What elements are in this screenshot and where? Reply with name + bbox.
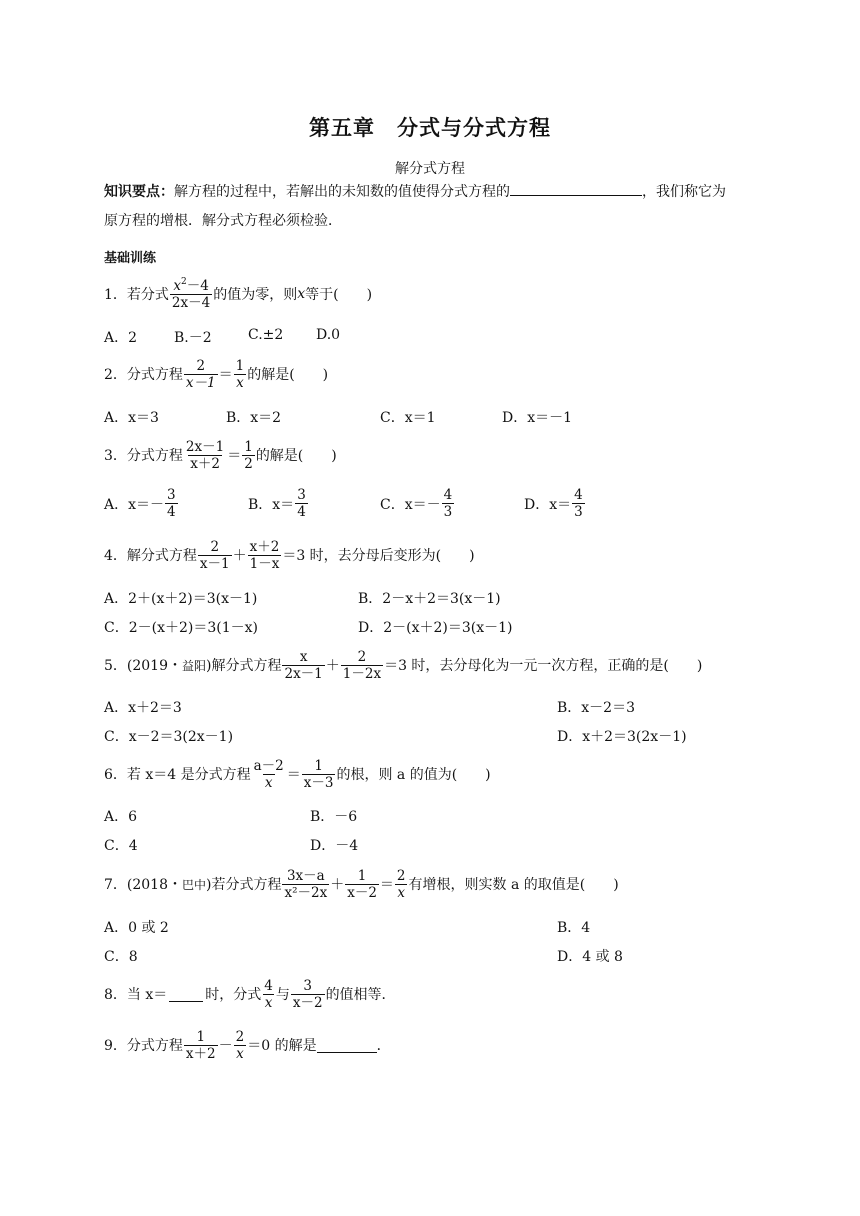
option-a[interactable]: A．2＋(x＋2)＝3(x－1) <box>104 591 258 607</box>
question-text: 的值相等． <box>325 987 396 1003</box>
numerator: x＋2 <box>249 538 280 555</box>
denominator: 2x－4 <box>171 294 211 311</box>
answer-blank[interactable] <box>169 987 203 1002</box>
equals-sign: ＝ <box>286 767 301 783</box>
option-c[interactable]: C．x＝1 <box>380 410 436 426</box>
numerator: 4 <box>264 977 273 994</box>
denominator: x <box>264 774 273 791</box>
numerator: 1 <box>314 757 323 774</box>
answer-blank[interactable] <box>510 181 642 196</box>
fraction <box>395 868 408 901</box>
option-b[interactable]: B．2－x＋2＝3(x－1) <box>358 591 501 607</box>
denominator: x－2 <box>347 884 377 901</box>
question-text: 有增根，则实数 a 的取值是( ) <box>408 877 619 893</box>
question-text: 2．分式方程 <box>104 367 183 383</box>
denominator: x²－2x <box>284 884 328 901</box>
source-region: 巴中 <box>182 877 207 892</box>
option-b[interactable]: B．4 <box>557 920 591 936</box>
option-b[interactable]: B．x＝2 <box>226 410 282 426</box>
fraction <box>295 487 308 520</box>
answer-blank[interactable] <box>317 1038 377 1053</box>
numerator: 2 <box>396 867 406 884</box>
question-text: 9．分式方程 <box>104 1038 183 1054</box>
numerator: a－2 <box>253 757 284 774</box>
section-heading: 基础训练 <box>104 251 157 266</box>
denominator: x－2 <box>292 994 323 1011</box>
denominator: x－3 <box>303 774 334 791</box>
denominator: x <box>236 1045 244 1062</box>
option-label: A．x＝－ <box>104 496 165 513</box>
question-8 <box>104 974 396 1014</box>
question-2 <box>104 354 328 394</box>
option-a[interactable] <box>104 487 179 520</box>
question-text: 与 <box>275 987 290 1003</box>
equals-sign: ＝ <box>379 877 394 893</box>
question-1 <box>104 274 372 314</box>
option-d[interactable]: D.0 <box>316 327 341 343</box>
denominator: x <box>264 994 273 1011</box>
numerator: －4 <box>186 277 209 294</box>
key-points-text: ，我们称它为 <box>642 184 726 200</box>
chapter-title <box>0 112 860 142</box>
option-b[interactable] <box>248 487 309 520</box>
denominator: 1－2x <box>342 665 382 682</box>
numerator: 2 <box>210 538 220 555</box>
key-points-line-1 <box>104 181 726 202</box>
numerator: 3 <box>303 977 312 994</box>
question-text: ． <box>376 1038 391 1054</box>
option-a[interactable]: A．2 <box>104 330 138 346</box>
denominator: x <box>397 884 406 901</box>
option-label: C．x＝－ <box>380 496 441 513</box>
key-points-line-2: 原方程的增根．解分式方程必须检验． <box>104 213 342 229</box>
denominator: x＋2 <box>190 455 220 472</box>
question-text: 时，分式 <box>205 987 262 1003</box>
fraction <box>282 868 329 901</box>
fraction <box>341 649 383 682</box>
option-d[interactable]: D．x＋2＝3(2x－1) <box>557 729 687 745</box>
plus-sign: ＋ <box>330 877 345 893</box>
numerator: 4 <box>443 487 453 503</box>
numerator: 3 <box>167 487 176 503</box>
source-region: 益阳 <box>182 658 207 673</box>
fraction <box>282 649 324 682</box>
fraction <box>572 487 585 520</box>
option-label: D．x＝ <box>524 496 572 513</box>
option-c[interactable] <box>380 487 455 520</box>
equals-sign: ＝ <box>227 448 242 464</box>
option-b[interactable]: B．x－2＝3 <box>557 700 635 716</box>
question-text: 8．当 x＝ <box>104 987 168 1003</box>
numerator: 1 <box>357 867 367 884</box>
question-text: 的解是( ) <box>255 448 337 464</box>
option-c[interactable]: C．4 <box>104 838 138 854</box>
numerator: 2 <box>235 1028 245 1045</box>
exponent: 2 <box>180 276 187 287</box>
fraction <box>198 539 232 572</box>
section-subtitle: 解分式方程 <box>395 161 465 177</box>
question-text: 5．(2019・ <box>104 658 182 674</box>
numerator: 2 <box>196 357 206 374</box>
equals-sign: ＝ <box>218 367 233 383</box>
denominator: x＋2 <box>185 1045 216 1062</box>
fraction <box>291 978 325 1011</box>
option-a[interactable]: A．x＝3 <box>104 410 159 426</box>
question-text: ＝0 的解是 <box>247 1038 317 1054</box>
question-text: 的解是( ) <box>247 367 329 383</box>
chapter-name: 分式与分式方程 <box>397 116 551 140</box>
option-label: B．x＝ <box>248 496 295 513</box>
fraction <box>345 868 379 901</box>
question-3 <box>104 435 337 475</box>
option-d[interactable]: D．x＝－1 <box>502 410 573 426</box>
numerator: 1 <box>244 438 253 455</box>
question-9 <box>104 1025 391 1065</box>
question-text: 6．若 x＝4 是分式方程 <box>104 767 251 783</box>
numerator: 1 <box>235 357 245 374</box>
question-6 <box>104 754 491 794</box>
option-c[interactable]: C．8 <box>104 949 138 965</box>
denominator: 2 <box>244 455 253 472</box>
question-text: 1．若分式 <box>104 287 169 303</box>
denominator: x <box>236 374 244 391</box>
plus-sign: ＋ <box>325 658 340 674</box>
chapter-number: 第五章 <box>309 116 375 140</box>
key-points-text: 解方程的过程中，若解出的未知数的值使得分式方程的 <box>174 184 510 200</box>
denominator: 4 <box>167 504 176 520</box>
plus-sign: ＋ <box>232 548 247 564</box>
minus-sign: － <box>218 1038 233 1054</box>
option-d[interactable]: D．4 或 8 <box>557 949 623 965</box>
question-text: 等于( ) <box>305 287 373 303</box>
numerator: 2x－1 <box>185 438 225 455</box>
question-text: 7．(2018・ <box>104 877 182 893</box>
denominator: x－1 <box>199 555 230 572</box>
fraction <box>184 439 226 472</box>
question-text: ＝3 时，去分母后变形为( ) <box>282 548 475 564</box>
question-text: 的根，则 a 的值为( ) <box>336 767 491 783</box>
denominator: 3 <box>443 504 453 520</box>
option-b[interactable]: B.－2 <box>174 330 212 346</box>
numerator: 2 <box>357 648 367 665</box>
fraction <box>170 278 212 311</box>
question-4 <box>104 535 475 575</box>
question-7 <box>104 864 619 904</box>
option-d[interactable]: D．2－(x＋2)＝3(x－1) <box>358 620 513 636</box>
fraction <box>302 758 336 791</box>
fraction <box>165 487 178 520</box>
fraction <box>234 358 247 391</box>
option-a[interactable]: A．6 <box>104 809 138 825</box>
option-c[interactable]: C.±2 <box>248 327 284 343</box>
denominator: 1－x <box>249 555 280 572</box>
question-text: 的值为零，则 <box>213 287 298 303</box>
numerator: x <box>173 277 181 294</box>
denominator: 4 <box>297 504 306 520</box>
numerator: 1 <box>196 1028 206 1045</box>
denominator: 3 <box>574 504 583 520</box>
option-d[interactable] <box>524 487 586 520</box>
denominator: 2x－1 <box>284 665 323 682</box>
option-d[interactable]: D．－4 <box>310 838 359 854</box>
denominator: x－1 <box>185 374 216 391</box>
numerator: 3 <box>297 487 306 503</box>
fraction <box>252 758 286 791</box>
fraction <box>248 539 282 572</box>
option-c[interactable]: C．x－2＝3(2x－1) <box>104 729 234 745</box>
fraction <box>242 439 255 472</box>
option-c[interactable]: C．2－(x＋2)＝3(1－x) <box>104 620 258 636</box>
fraction <box>184 1029 218 1062</box>
question-5 <box>104 645 702 685</box>
option-a[interactable]: A．x＋2＝3 <box>104 700 182 716</box>
fraction <box>442 487 455 520</box>
key-points-label: 知识要点： <box>104 184 174 200</box>
question-text: )解分式方程 <box>206 658 282 674</box>
numerator: 4 <box>574 487 583 503</box>
fraction <box>262 978 275 1011</box>
question-text: 4．解分式方程 <box>104 548 197 564</box>
numerator: x <box>299 648 308 665</box>
option-a[interactable]: A．0 或 2 <box>104 920 169 936</box>
question-text: ＝3 时，去分母化为一元一次方程，正确的是( ) <box>384 658 703 674</box>
variable: x <box>297 286 306 302</box>
question-text: 3．分式方程 <box>104 448 183 464</box>
question-text: )若分式方程 <box>206 877 282 893</box>
fraction <box>234 1029 247 1062</box>
numerator: 3x－a <box>286 867 325 884</box>
option-b[interactable]: B．－6 <box>310 809 358 825</box>
fraction <box>184 358 218 391</box>
